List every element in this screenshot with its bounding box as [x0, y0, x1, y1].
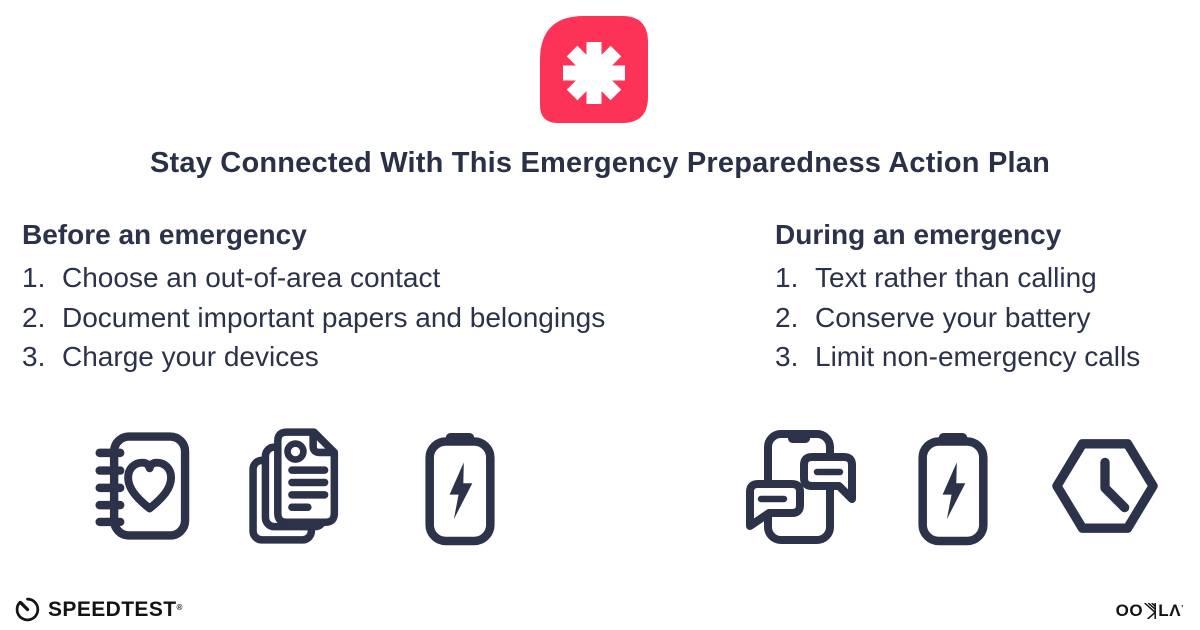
contact-book-icon [88, 428, 200, 544]
ookla-wordmark-prefix: OO [1115, 601, 1144, 620]
ookla-wordmark-suffix: LΛ [1158, 601, 1182, 620]
registered-mark: ® [176, 602, 183, 612]
before-emergency-heading: Before an emergency [22, 219, 307, 250]
list-item: Limit non-emergency calls [815, 341, 1141, 372]
list-item: Choose an out-of-area contact [62, 262, 441, 293]
medical-asterisk-icon [540, 16, 648, 123]
during-emergency-list [775, 258, 1195, 377]
before-emergency-list [22, 258, 742, 377]
during-emergency-section [775, 219, 1195, 377]
during-emergency-heading: During an emergency [775, 219, 1062, 250]
documents-icon [246, 424, 352, 548]
ookla-logo [1116, 602, 1184, 620]
speedtest-logo [14, 596, 183, 623]
list-item: Text rather than calling [815, 262, 1097, 293]
list-item: Document important papers and belongings [62, 301, 606, 333]
clock-hexagon-icon [1048, 434, 1162, 538]
speedtest-wordmark: SPEEDTEST® [48, 597, 183, 621]
emergency-asterisk-badge [540, 16, 648, 123]
ookla-k-icon [1144, 603, 1157, 619]
speedtest-gauge-icon [14, 596, 41, 623]
battery-charge-icon [917, 428, 989, 546]
phone-messages-icon [744, 428, 856, 546]
trademark-tick: ’ [1181, 604, 1184, 613]
list-item: Conserve your battery [815, 301, 1091, 333]
list-item: Charge your devices [62, 341, 319, 372]
battery-charge-icon [424, 428, 496, 546]
before-emergency-section [22, 219, 742, 377]
page-title: Stay Connected With This Emergency Preparedness Action Plan [149, 147, 1051, 179]
